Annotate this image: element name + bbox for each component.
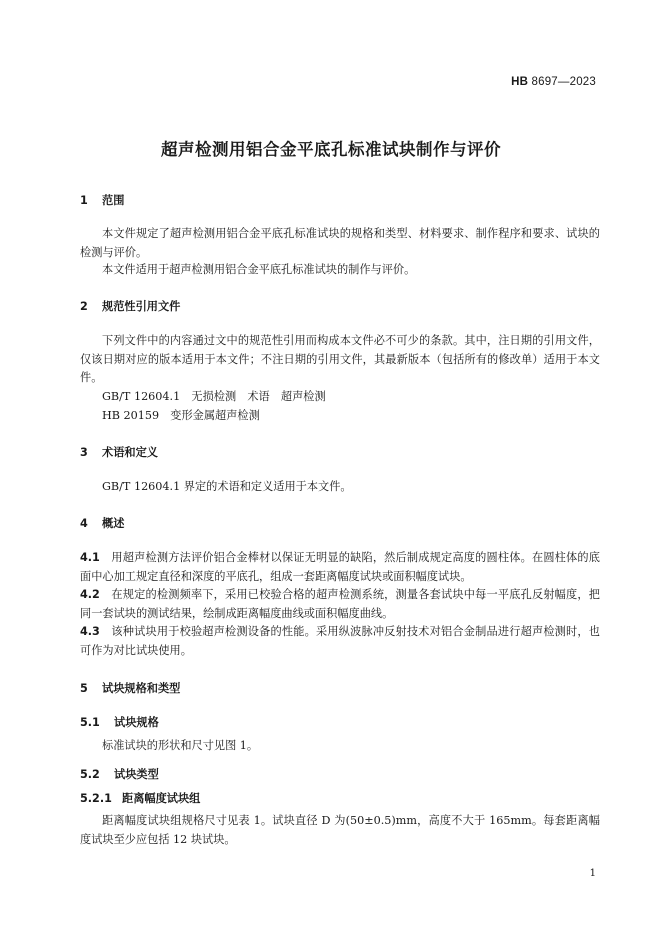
section-5-1-text: 标准试块的形状和尺寸见图 1。 [102,739,259,752]
document-title: 超声检测用铝合金平底孔标准试块制作与评价 [161,140,501,159]
section-2-para-1: 下列文件中的内容通过文中的规范性引用而构成本文件必不可少的条款。其中，注日期的引用文件，仅该日期对应的版本适用于本文件；不注日期的引用文件，其最新版本（包括所有的修改单）适用于本文件。 [80,334,600,384]
section-5-2-heading: 5.2 试块类型 [80,768,159,781]
section-3-heading: 3 术语和定义 [80,446,158,459]
document-code: HB 8697—2023 [511,76,596,88]
clause-4-2: 4.2 在规定的检测频率下，采用已校验合格的超声检测系统，测量各套试块中每一平底孔反射幅度，把同一套试块的测试结果，绘制成距离幅度曲线或面积幅度曲线。 [80,588,600,620]
section-5-2-1-text: 距离幅度试块组规格尺寸见表 1。试块直径 D 为(50±0.5)mm，高度不大于 165mm。每套距离幅度试块至少应包括 12 块试块。 [80,814,600,846]
reference-item: GB/T 12604.1 无损检测 术语 超声检测 [102,390,326,403]
section-5-1-heading: 5.1 试块规格 [80,716,159,729]
section-1-heading: 1 范围 [80,194,125,207]
reference-item: HB 20159 变形金属超声检测 [102,409,260,422]
section-5-2-1-heading: 5.2.1 距离幅度试块组 [80,792,201,805]
page-number: 1 [589,868,596,879]
section-5-heading: 5 试块规格和类型 [80,682,181,695]
section-3-para-1: GB/T 12604.1 界定的术语和定义适用于本文件。 [102,480,352,493]
section-2-heading: 2 规范性引用文件 [80,300,181,313]
section-4-heading: 4 概述 [80,517,125,530]
clause-4-3: 4.3 该种试块用于校验超声检测设备的性能。采用纵波脉冲反射技术对铝合金制品进行超声检测时，也可作为对比试块使用。 [80,625,600,657]
clause-4-1: 4.1 用超声检测方法评价铝合金棒材以保证无明显的缺陷，然后制成规定高度的圆柱体。在圆柱体的底面中心加工规定直径和深度的平底孔，组成一套距离幅度试块或面积幅度试块。 [80,551,600,583]
section-1-para-1: 本文件规定了超声检测用铝合金平底孔标准试块的规格和类型、材料要求、制作程序和要求、试块的检测与评价。 [80,227,600,259]
section-1-para-2: 本文件适用于超声检测用铝合金平底孔标准试块的制作与评价。 [102,263,416,276]
